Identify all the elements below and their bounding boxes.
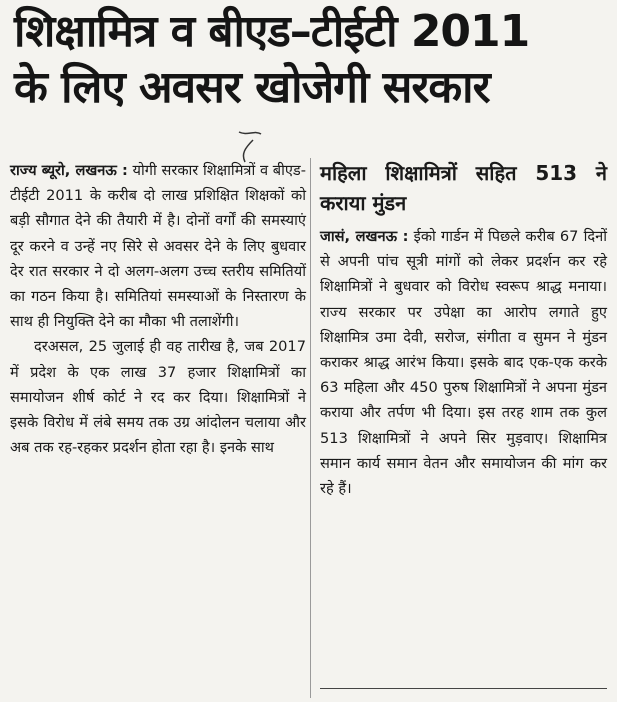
headline-line-2: के लिए अवसर खोजेगी सरकार: [14, 62, 490, 113]
right-byline: जासं, लखनऊ :: [320, 228, 409, 245]
right-body-text: ईको गार्डन में पिछले करीब 67 दिनों से अपनी पांच सूत्री मांगों को लेकर प्रदर्शन कर रहे शिक्षामित्रों ने बुधवार को विरोध स्वरूप श्राद्ध मनाया। राज्य सरकार पर उपेक्षा का आरोप लगाते हुए शिक्षामित्र उमा देवी, सरोज, संगीता व सुमन ने मुंडन कराकर श्राद्ध आरंभ किया। इसके बाद एक-एक करके 63 महिला और 450 पुरुष शिक्षामित्रों ने अपना मुंडन कराया और तर्पण भी दिया। इस तरह शाम तक कुल 513 शिक्षामित्रों ने अपने सिर मुड़वाए। शिक्षामित्र समान कार्य समान वेतन और समायोजन की मांग कर रहे हैं।: [320, 228, 607, 498]
left-paragraph-1: [10, 158, 306, 334]
headline-line-1: शिक्षामित्र व बीएड–टीईटी 2011: [14, 6, 530, 57]
right-column: [320, 158, 607, 501]
bottom-rule: [320, 688, 607, 689]
right-subhead: महिला शिक्षामित्रों सहित 513 ने कराया मुंडन: [320, 161, 607, 215]
headline: [14, 4, 609, 116]
left-byline: राज्य ब्यूरो, लखनऊ :: [10, 162, 128, 179]
left-column: [10, 158, 306, 460]
column-divider: [310, 158, 311, 698]
left-paragraph-2: दरअसल, 25 जुलाई ही वह तारीख है, जब 2017 में प्रदेश के एक लाख 37 हजार शिक्षामित्रों का समायोजन शीर्ष कोर्ट ने रद कर दिया। शिक्षामित्रों ने इसके विरोध में लंबे समय तक उग्र आंदोलन चलाया और अब तक रह-रहकर प्रदर्शन होता रहा है। इनके साथ: [10, 338, 306, 457]
left-para-1-text: योगी सरकार शिक्षामित्रों व बीएड-टीईटी 2011 के करीब दो लाख प्रशिक्षित शिक्षकों को बड़ी सौगात देने की तैयारी में है। दोनों वर्गों की समस्याएं दूर करने व उन्हें नए सिरे से अवसर देने के लिए बुधवार देर रात सरकार ने दो अलग-अलग उच्च स्तरीय समितियों का गठन किया है। समितियां समस्याओं के निस्तारण के साथ ही नियुक्ति देने का मौका भी तलाशेंगी।: [10, 162, 307, 331]
right-paragraph: [320, 224, 607, 501]
